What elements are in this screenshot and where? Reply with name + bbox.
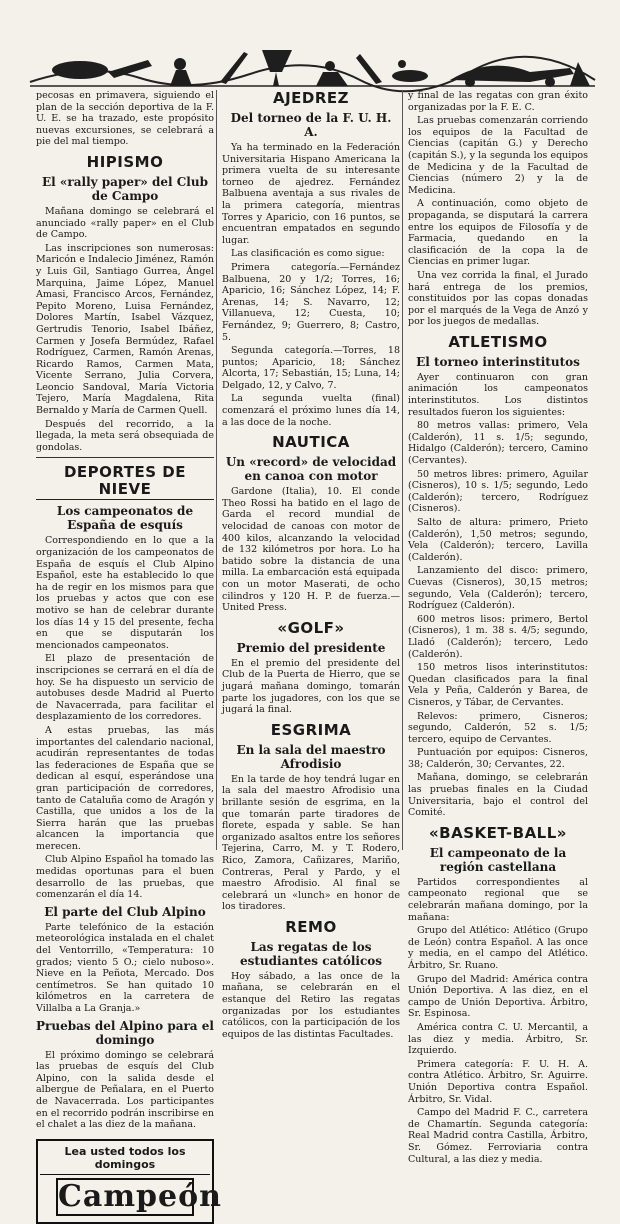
section-heading-nieve (36, 464, 214, 500)
article-title-premio: Premio del presidente (236, 640, 386, 655)
section-heading-atletismo: ATLETISMO (448, 332, 548, 351)
article-paragraph: Primera categoría: F. U. H. A. contra Atlético. Árbitro, Sr. Aguirre. Unión Deportiva contra Español. Árbitro, Sr. Vidal. (408, 1058, 588, 1105)
section-rule (36, 457, 214, 458)
article-paragraph: En la tarde de hoy tendrá lugar en la sala del maestro Afrodisio una brillante sesión de esgrima, en la que tomarán parte tiradores de florete, espada y sable. Se han organizado asaltos entre los señores Tejerina, Carro, M. y T. Rodero, Rico, Zamora, Cañizares, Mariño, Contreras, Peral y Pardo, y el maestro Afrodisio. Al final se celebrará un «lunch» en honor de los tiradores. (222, 773, 400, 913)
intro-text: pecosas en primavera, siguiendo el plan de la sección deportiva de la F. U. E. se ha trazado, este propósito nuevas excursiones, se celebrará a pie del mal tiempo. (36, 90, 214, 148)
article-paragraph: Grupo del Atlético: Atlético (Grupo de León) contra Español. A las once y media, en el campo del Atlético. Árbitro, Sr. Ruano. (408, 925, 588, 971)
article-paragraph: Las inscripciones son numerosas: Maricón e Indalecio Jiménez, Ramón y Luis Gil, Santiago Gurrea, Ángel Marquina, Jaime López, Manuel Amasi, Francisco Arcos, Fernández, Pepito Moreno, Luisa Fernández, Dolores Martín, Isabel Vázquez, Gertrudis Tenorio, Isabel Ibáñez, Carmen y Josefa Bermúdez, Rafael Rodríguez, Carmen, Ramón Arenas, Ricardo Ramos, Carmen Mata, Vicente Serrano, Julia Corvera, Leoncio Sandoval, María Victoria Tejero, María Magdalena, Rita Bernaldo y María de Carmen Quell. (36, 242, 214, 417)
section-heading-golf: «GOLF» (277, 618, 345, 637)
article-paragraph: Primera categoría.—Fernández Balbuena, 20 y 1/2; Torres, 16; Aparicio, 16; Sánchez López, 14; F. Arenas, 14; S. Navarro, 12; Villanueva, 12; Cuesta, 10; Fernández, 9; Guerrero, 8; Castro, 5. (222, 261, 400, 343)
article-paragraph: Mañana domingo se celebrará el anunciado «rally paper» en el Club de Campo. (36, 205, 214, 241)
sports-banner-illustration (30, 42, 595, 88)
section-heading-basket: «BASKET-BALL» (428, 823, 567, 842)
article-paragraph: y final de las regatas con gran éxito organizadas por la F. E. C. (408, 90, 588, 113)
article-paragraph: El próximo domingo se celebrará las pruebas de esquís del Club Alpino, con la salida desde el albergue de Peñalara, en el Puerto de Navacerrada. Los participantes en el recorrido podrán inscribirse en el chalet a las diez de la mañana. (36, 1049, 214, 1131)
article-paragraph: Campo del Madrid F. C., carretera de Chamartín. Segunda categoría: Real Madrid contra Castilla, Árbitro, Sr. Gómez. Ferroviaria contra Cultural, a las diez y media. (408, 1107, 588, 1165)
article-paragraph: Ya ha terminado en la Federación Universitaria Hispano Americana la primera vuelta de su interesante torneo de ajedrez. Fernández Balbuena aventaja a sus rivales de la primera categoría, mientras Torres y Aparicio, con 16 puntos, se encuentran empatados en segundo lugar. (222, 142, 400, 246)
article-paragraph: En el premio del presidente del Club de la Puerta de Hierro, que se jugará mañana domingo, tomarán parte los jugadores, con los que se jugará la final. (222, 657, 400, 716)
article-title-campeonato-regional: El campeonato de la región castellana (429, 845, 567, 874)
column-1 (36, 90, 222, 1214)
article-paragraph: Parte telefónico de la estación meteorológica instalada en el chalet del Ventorrillo, «Temperatura: 10 grados; viento 5 O.; cielo nuboso». Nieve en la Peñota, Mercado. Dos centímetros. Se han quitado 10 kilómetros en la carretera de Villalba a La Granja.» (36, 921, 214, 1014)
article-title-interinstitutos: El torneo interinstitutos (416, 354, 580, 369)
article-paragraph: 80 metros vallas: primero, Vela (Calderón), 11 s. 1/5; segundo, Hidalgo (Calderón); tercero, Camino (Cervantes). (408, 420, 588, 467)
article-title-regatas: Las regatas de los estudiantes católicos (239, 939, 383, 968)
section-heading-nautica: NAUTICA (272, 433, 350, 452)
article-paragraph: Hoy sábado, a las once de la mañana, se celebrarán en el estanque del Retiro las regatas organizadas por los estudiantes católicos, con la participación de los equipos de las distintas Facultades. (222, 970, 400, 1040)
article-paragraph: Lanzamiento del disco: primero, Cuevas (Cisneros), 30,15 metros; segundo, Vela (Calderón); tercero, Rodríguez (Calderón). (408, 565, 588, 612)
article-paragraph: 50 metros libres: primero, Aguilar (Cisneros), 10 s. 1/5; segundo, Ledo (Calderón); tercero, Rodríguez (Cisneros). (408, 468, 588, 515)
column-3 (408, 90, 588, 1165)
article-paragraph: Relevos: primero, Cisneros; segundo, Calderón, 52 s. 1/5; tercero, equipo de Cervantes. (408, 710, 588, 745)
article-paragraph: A estas pruebas, las más importantes del calendario nacional, acudirán representantes de todas las federaciones de España que se dedican al esquí, esperándose una gran participación de corredores, tanto de Cataluña como de Aragón y Castilla, que unidos a los de la Sierra harán que las pruebas alcancen la importancia que merecen. (36, 724, 214, 852)
ad-tagline: Lea usted todos los domingos (40, 1145, 210, 1175)
article-paragraph: Segunda categoría.—Torres, 18 puntos; Aparicio, 18; Sánchez Alcorta, 17; Sebastián, 15; Luna, 14; Delgado, 12, y Calvo, 7. (222, 345, 400, 391)
article-title-rally: El «rally paper» del Club de Campo (42, 174, 208, 203)
article-title-campeonatos: Los campeonatos de España de esquís (56, 504, 194, 533)
article-paragraph: El plazo de presentación de inscripciones se cerrará en el día de hoy. Se ha dispuesto un servicio de autobuses desde Madrid al Puerto de Navacerrada, para facilitar el desplazamiento de los corredores. (36, 653, 214, 723)
article-paragraph: 150 metros lisos interinstitutos: Quedan clasificados para la final Vela y Peña, Calderón y Barea, de Cisneros, y Tábar, de Cervantes. (408, 662, 588, 708)
article-paragraph: Correspondiendo en lo que a la organización de los campeonatos de España de esquís el Club Alpino Español, este ha establecido lo que ha de regir en los mismos para que los pruebas y actos que con ese motivo se han de celebrar durante los días 14 y 15 del presente, fecha en que se disputarán los mencionados campeonatos. (36, 535, 214, 651)
column-divider (402, 90, 403, 850)
article-title-alpino: El parte del Club Alpino (44, 904, 206, 919)
campeon-advertisement (36, 1139, 222, 1224)
section-heading-esgrima: ESGRIMA (270, 720, 352, 739)
article-title-torneo: Del torneo de la F. U. H. A. (230, 111, 392, 139)
article-paragraph: América contra C. U. Mercantil, a las diez y media. Árbitro, Sr. Izquierdo. (408, 1021, 588, 1057)
article-paragraph: Mañana, domingo, se celebrarán las pruebas finales en la Ciudad Universitaria, bajo el control del Comité. (408, 772, 588, 819)
section-heading-hipismo: HIPISMO (86, 152, 164, 171)
article-paragraph: Grupo del Madrid: América contra Unión Deportiva. A las diez, en el campo de Unión Deportiva. Árbitro, Sr. Espinosa. (408, 973, 588, 1020)
section-heading-ajedrez: AJEDREZ (272, 89, 350, 107)
article-paragraph: Las clasificación es como sigue: (231, 248, 385, 260)
article-paragraph: A continuación, como objeto de propaganda, se disputará la carrera entre los equipos de Filosofía y de Farmacia, quedando en la clasificación de la copa la de Ciencias en primer lugar. (408, 198, 588, 268)
article-paragraph: 600 metros lisos: primero, Bertol (Cisneros), 1 m. 38 s. 4/5; segundo, Lladó (Calderón); tercero, Ledo (Calderón). (408, 613, 588, 660)
article-paragraph: Puntuación por equipos: Cisneros, 38; Calderón, 30; Cervantes, 22. (408, 747, 588, 770)
article-paragraph: Una vez corrida la final, el Jurado hará entrega de los premios, constituidos por las copas donadas por el marqués de la Vega de Anzó y por los juegos de medallas. (408, 269, 588, 328)
article-paragraph: Club Alpino Español ha tomado las medidas oportunas para el buen desarrollo de las pruebas, que comenzarán el día 14. (36, 854, 214, 901)
column-divider (216, 90, 217, 850)
section-heading-text: DEPORTES DE NIEVE (36, 464, 214, 500)
article-paragraph: Partidos correspondientes al campeonato regional que se celebrarán mañana domingo, por la mañana: (408, 876, 588, 923)
ad-publication-name: Campeón (58, 1178, 222, 1214)
article-paragraph: Salto de altura: primero, Prieto (Calderón), 1,50 metros; segundo, Vela (Calderón); tercero, Lavilla (Calderón). (408, 517, 588, 563)
article-title-record: Un «record» de velocidad en canoa con motor (225, 455, 397, 484)
article-paragraph: Después del recorrido, a la llegada, la meta será obsequiada de gondolas. (36, 418, 214, 453)
article-title-sala: En la sala del maestro Afrodisio (236, 742, 386, 771)
section-heading-remo: REMO (285, 917, 337, 936)
article-paragraph: Gardone (Italia), 10. El conde Theo Rossi ha batido en el lago de Garda el record mundial de velocidad de canoas con motor de 400 kilos, alcanzando la velocidad de 132 kilómetros por hora. Lo ha batido sobre la distancia de una milla. La embarcación está equipada con un motor Maserati, de ocho cilindros y 120 H. P. de fuerza.—United Press. (222, 486, 400, 614)
column-2 (222, 89, 400, 1040)
article-paragraph: Las pruebas comenzarán corriendo los equipos de la Facultad de Ciencias (capitán G.) y Derecho (capitán S.), y la segunda los equipos de Medicina y de la Facultad de Ciencias (número 2) y la de Medicina. (408, 115, 588, 196)
article-paragraph: Ayer continuaron con gran animación los campeonatos interinstitutos. Los distintos resultados fueron los siguientes: (408, 371, 588, 418)
article-title-pruebas: Pruebas del Alpino para el domingo (36, 1018, 214, 1047)
article-paragraph: La segunda vuelta (final) comenzará el próximo lunes día 14, a las doce de la noche. (222, 393, 400, 428)
